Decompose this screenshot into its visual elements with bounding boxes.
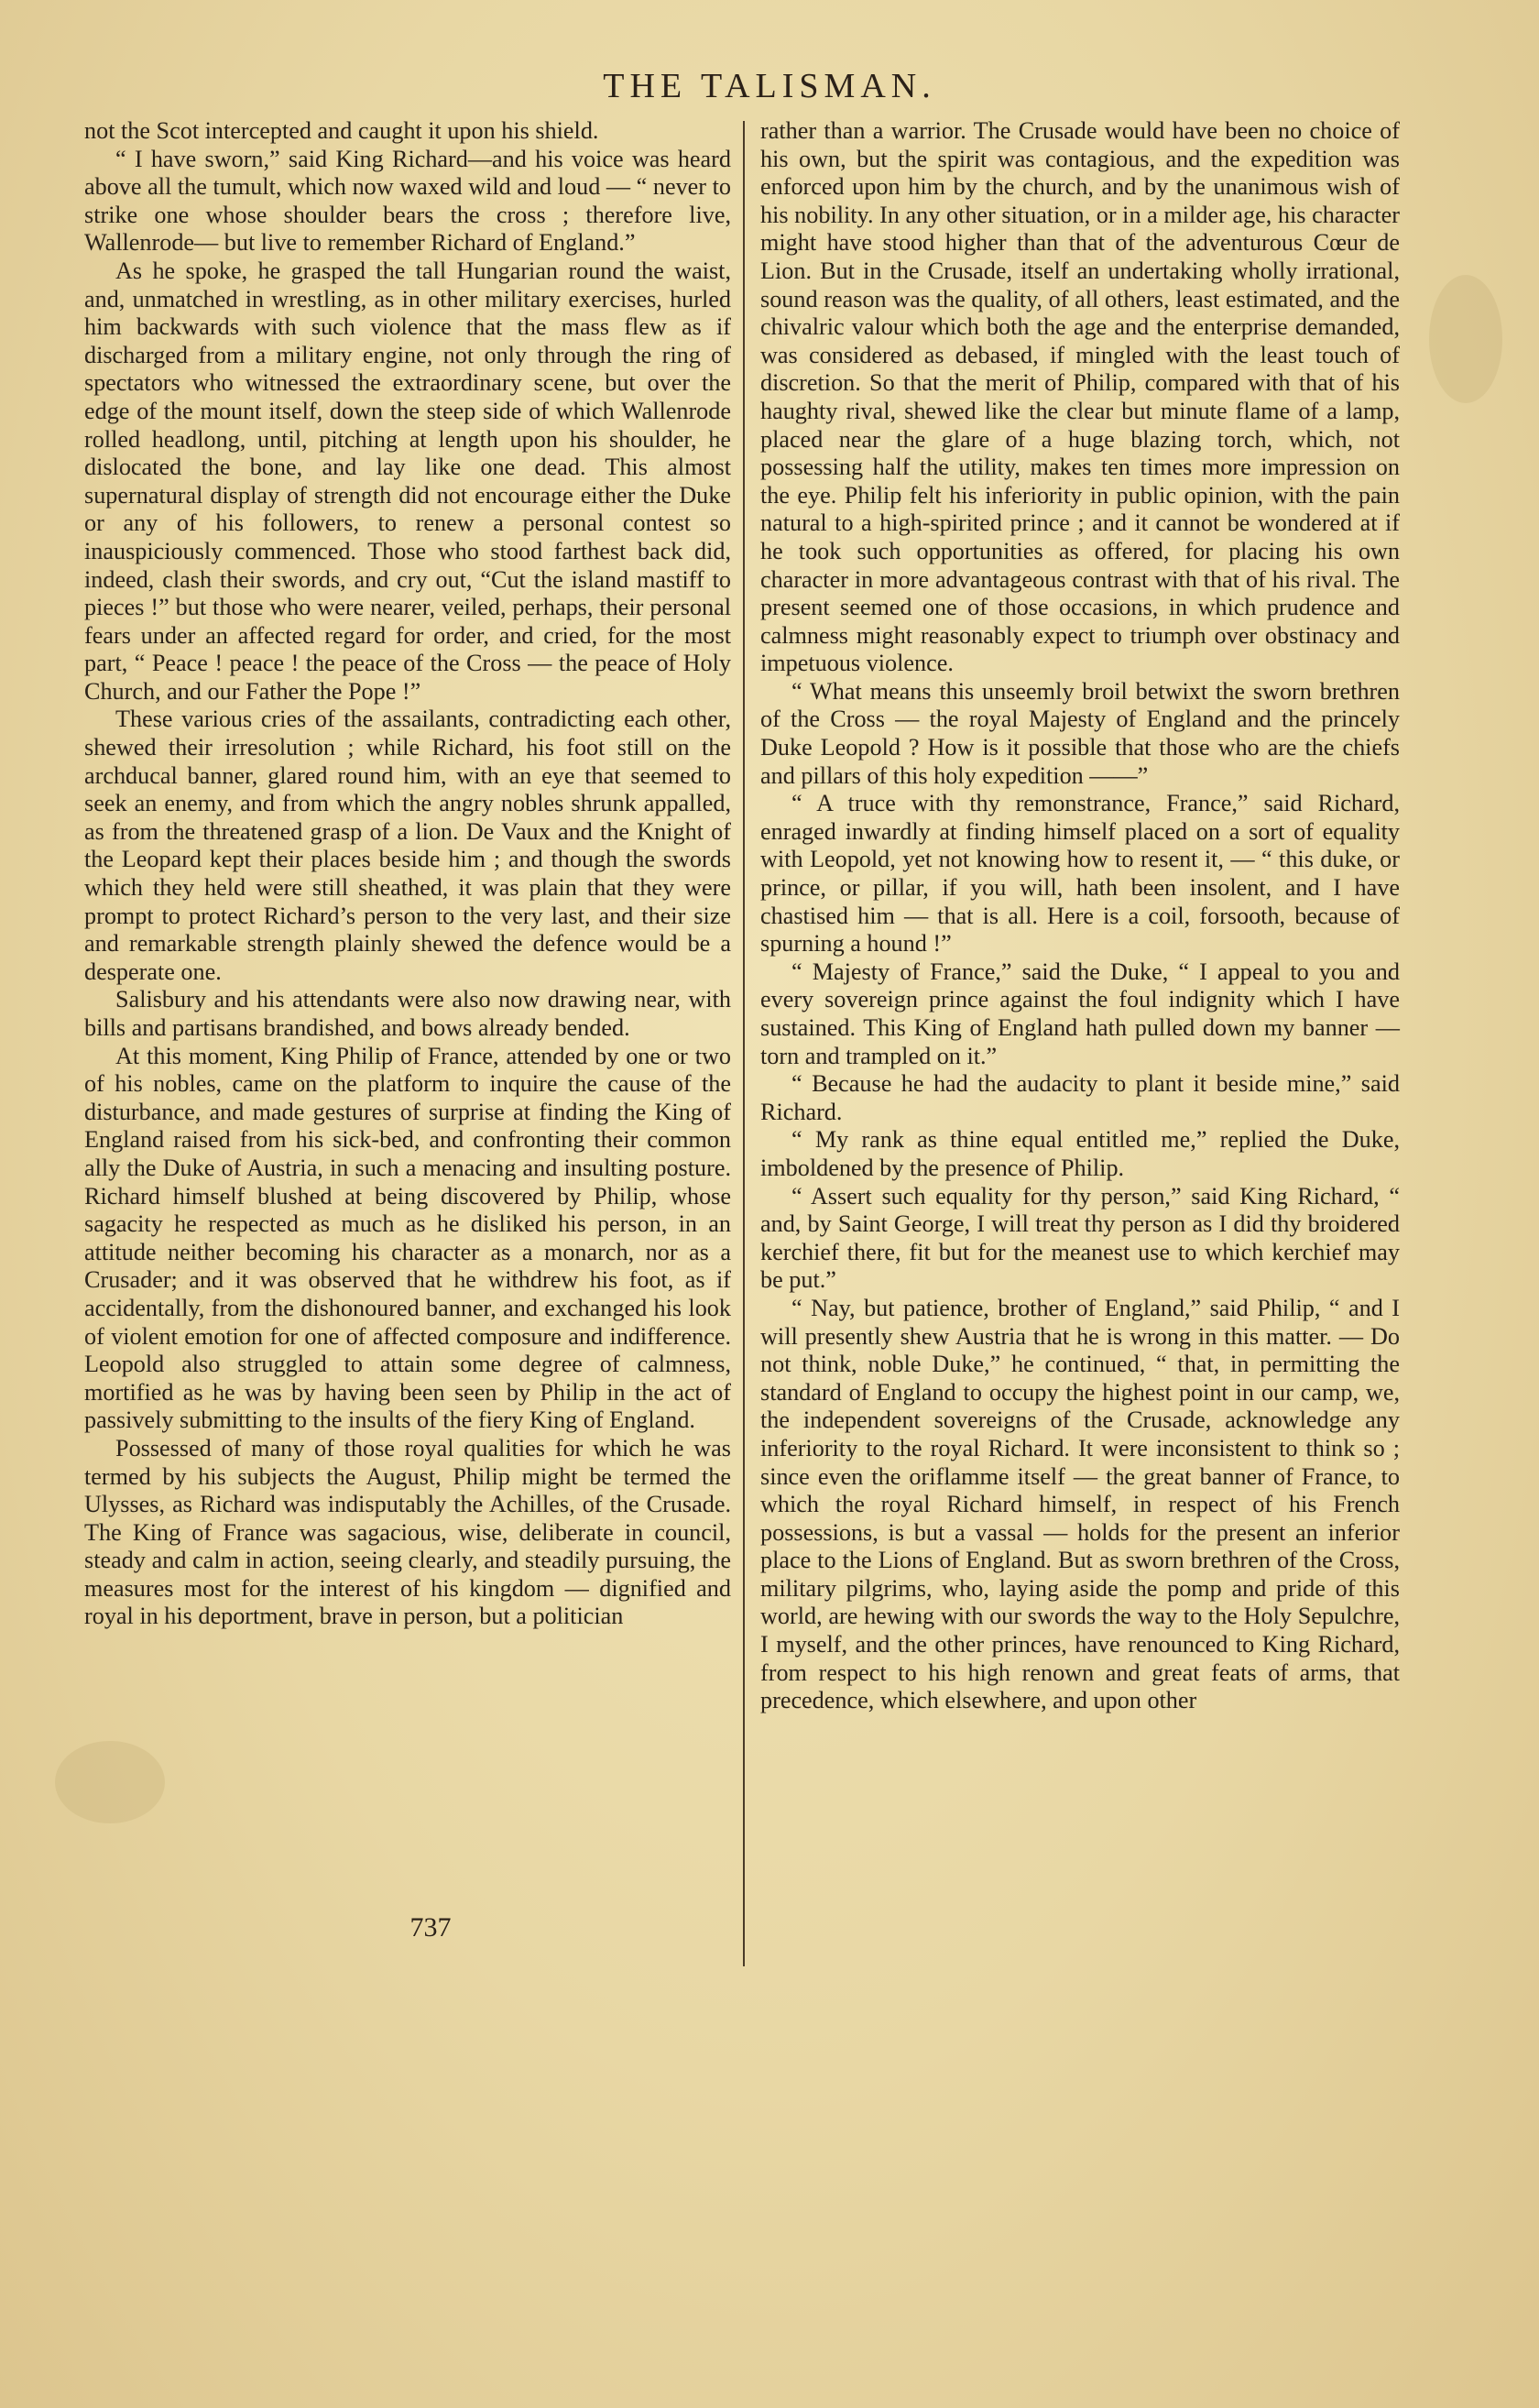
paragraph: “ I have sworn,” said King Richard—and his voice was heard above all the tumult, which now waxed wild and loud — “ never to strike one whose shoulder bears the cross ; therefore live, Wallenrode— but live to remember Richard of England.” (84, 145, 731, 257)
paragraph: “ What means this unseemly broil betwixt the sworn brethren of the Cross — the royal Majesty of England and the princely Duke Leopold ? How is it possible that those who are the chiefs and pillars of this holy expedition ——” (760, 677, 1400, 789)
paragraph: As he spoke, he grasped the tall Hungarian round the waist, and, unmatched in wrestling, as in other military exercises, hurled him backwards with such violence that the mass flew as if discharged from a military engine, not only through the ring of spectators who witnessed the extraordinary scene, but over the edge of the mount itself, down the steep side of which Wallenrode rolled headlong, until, pitching at length upon his shoulder, he dislocated the bone, and lay like one dead. This almost supernatural display of strength did not encourage either the Duke or any of his followers, to renew a personal contest so inauspiciously commenced. Those who stood farthest back did, indeed, clash their swords, and cry out, “Cut the island mastiff to pieces !” but those who were nearer, veiled, perhaps, their personal fears under an affected regard for order, and cried, for the most part, “ Peace ! peace ! the peace of the Cross — the peace of Holy Church, and our Father the Pope !” (84, 257, 731, 705)
paragraph: At this moment, King Philip of France, attended by one or two of his nobles, came on the platform to inquire the cause of the disturbance, and made gestures of surprise at finding the King of England raised from his sick-bed, and confronting their common ally the Duke of Austria, in such a menacing and insulting posture. Richard himself blushed at being discovered by Philip, whose sagacity he respected as much as he disliked his person, in an attitude neither becoming his character as a monarch, nor as a Crusader; and it was observed that he withdrew his foot, as if accidentally, from the dishonoured banner, and exchanged his look of violent emotion for one of affected composure and indifference. Leopold also struggled to attain some degree of calmness, mortified as he was by having been seen by Philip in the act of passively submitting to the insults of the fiery King of England. (84, 1042, 731, 1434)
right-column (760, 117, 1400, 1715)
paragraph: “ A truce with thy remonstrance, France,” said Richard, enraged inwardly at finding himself placed on a sort of equality with Leopold, yet not knowing how to resent it, — “ this duke, or prince, or pillar, if you will, hath been insolent, and I have chastised him — that is all. Here is a coil, forsooth, because of spurning a hound !” (760, 790, 1400, 958)
paper-stain (1429, 275, 1502, 403)
paragraph: Possessed of many of those royal qualities for which he was termed by his subjects the August, Philip might be termed the Ulysses, as Richard was indisputably the Achilles, of the Crusade. The King of France was sagacious, wise, deliberate in council, steady and calm in action, seeing clearly, and steadily pursuing, the measures most for the interest of his kingdom — dignified and royal in his deportment, brave in person, but a politician (84, 1434, 731, 1630)
paragraph: “ Assert such equality for thy person,” said King Richard, “ and, by Saint George, I will treat thy person as I did thy broidered kerchief there, fit but for the meanest use to which kerchief may be put.” (760, 1182, 1400, 1294)
running-head: THE TALISMAN. (603, 67, 936, 105)
paragraph: rather than a warrior. The Crusade would have been no choice of his own, but the spirit was contagious, and the expedition was enforced upon him by the church, and by the unanimous wish of his nobility. In any other situation, or in a milder age, his character might have stood higher than that of the adventurous Cœur de Lion. But in the Crusade, itself an undertaking wholly irrational, sound reason was the quality, of all others, least estimated, and the chivalric valour which both the age and the enterprise demanded, was considered as debased, if mingled with the least touch of discretion. So that the merit of Philip, compared with that of his haughty rival, shewed like the clear but minute flame of a lamp, placed near the glare of a huge blazing torch, which, not possessing half the utility, makes ten times more impression on the eye. Philip felt his inferiority in public opinion, with the pain natural to a high-spirited prince ; and it cannot be wondered at if he took such opportunities as offered, for placing his own character in more advantageous contrast with that of his rival. The present seemed one of those occasions, in which prudence and calmness might reasonably expect to triumph over obstinacy and impetuous violence. (760, 117, 1400, 677)
paragraph: “ Majesty of France,” said the Duke, “ I appeal to you and every sovereign prince against the foul indignity which I have sustained. This King of England hath pulled down my banner — torn and trampled on it.” (760, 958, 1400, 1069)
paragraph: “ Because he had the audacity to plant it beside mine,” said Richard. (760, 1070, 1400, 1125)
paragraph: Salisbury and his attendants were also now drawing near, with bills and partisans brandished, and bows already bended. (84, 986, 731, 1041)
paper-stain (55, 1741, 165, 1823)
paragraph: not the Scot intercepted and caught it upon his shield. (84, 117, 599, 144)
paragraph: “ My rank as thine equal entitled me,” replied the Duke, imboldened by the presence of Philip. (760, 1126, 1400, 1181)
page-number: 737 (409, 1912, 452, 1943)
column-rule (743, 121, 745, 1966)
paragraph: These various cries of the assailants, contradicting each other, shewed their irresolution ; while Richard, his foot still on the archducal banner, glared round him, with an eye that seemed to seek an enemy, and from which the angry nobles shrunk appalled, as from the threatened grasp of a lion. De Vaux and the Knight of the Leopard kept their places beside him ; and though the swords which they held were still sheathed, it was plain that they were prompt to protect Richard’s person to the very last, and their size and remarkable strength plainly shewed the defence would be a desperate one. (84, 706, 731, 985)
paragraph: “ Nay, but patience, brother of England,” said Philip, “ and I will presently shew Austria that he is wrong in this matter. — Do not think, noble Duke,” he continued, “ that, in permitting the standard of England to occupy the highest point in our camp, we, the independent sovereigns of the Crusade, acknowledge any inferiority to the royal Richard. It were inconsistent to think so ; since even the oriflamme itself — the great banner of France, to which the royal Richard himself, in respect of his French possessions, is but a vassal — holds for the present an inferior place to the Lions of England. But as sworn brethren of the Cross, military pilgrims, who, laying aside the pomp and pride of this world, are hewing with our swords the way to the Holy Sepulchre, I myself, and the other princes, have renounced to King Richard, from respect to his high renown and great feats of arms, that precedence, which elsewhere, and upon other (760, 1294, 1400, 1714)
left-column (84, 117, 731, 1631)
